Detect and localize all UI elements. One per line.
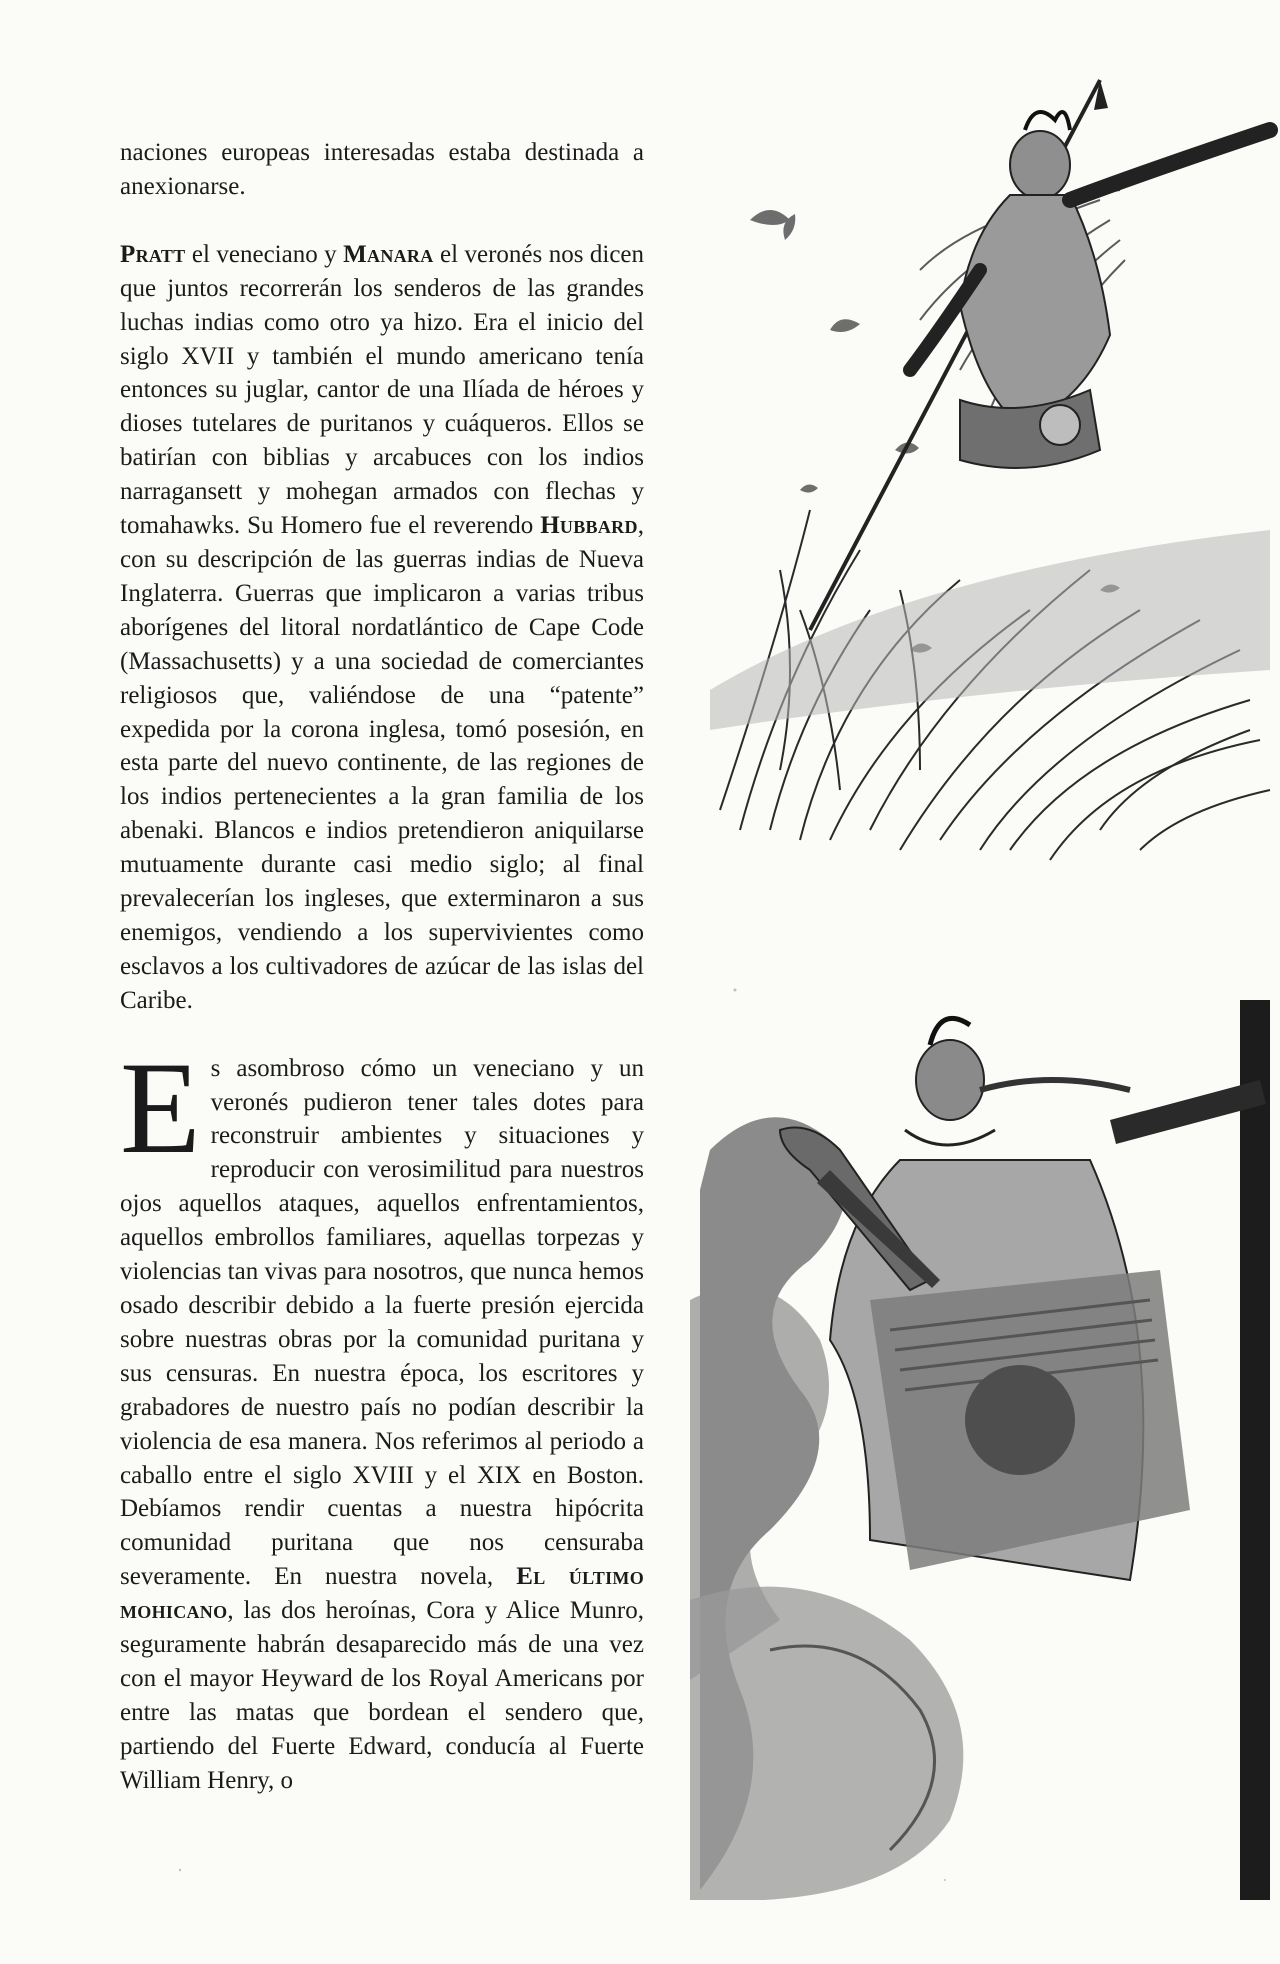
- warrior-figure-2: [780, 1018, 1190, 1580]
- drop-cap: E: [120, 1033, 201, 1181]
- blanket-sun: [965, 1365, 1075, 1475]
- text-column: [120, 136, 644, 1798]
- feathers: [980, 1080, 1130, 1090]
- wooden-pole: [1240, 1000, 1270, 1900]
- warrior-arm: [1070, 130, 1270, 200]
- warrior-head: [1010, 131, 1070, 199]
- name-manara: Manara: [343, 240, 434, 268]
- paragraph-3-seg1: s asombroso cómo un veneciano y un veronés pudieron tener tales dotes para reconstruir ambientes y situaciones y reproducir con verosimilitud para nuestros ojos aquellos ataques, aquellos enfrentamientos, aquellos embrollos familiares, aquellas torpezas y violencias tan vivas para nosotros, que nunca hemos osado describir debido a la fuerte presión ejercida sobre nuestras obras por la comunidad puritana y sus censuras. En nuestra época, los escritores y grabadores de nuestro país no podían describir la violencia de esa manera. Nos referimos al periodo a caballo entre el siglo XVIII y el XIX en Boston. Debíamos rendir cuentas a nuestra hipócrita comunidad puritana que nos censuraba severamente. En nuestra novela,: [120, 1054, 644, 1591]
- illustration-warrior-with-knife: [690, 1000, 1280, 1900]
- novel-title: El último mohicano: [120, 1563, 644, 1625]
- paragraph-3: [120, 1033, 644, 1798]
- paragraph-2-seg2: el veronés nos dicen que juntos recorrerán los senderos de las grandes luchas indias como otro ya hizo. Era el inicio del siglo XVII y también el mundo americano tenía entonces su juglar, cantor de una Ilíada de héroes y dioses tutelares de puritanos y cuáqueros. Ellos se batirían con biblias y arcabuces con los indios narragansett y mohegan armados con flechas y tomahawks. Su Homero fue el reverendo: [120, 240, 645, 540]
- belt-medallion: [1040, 405, 1080, 445]
- warrior-2-head: [916, 1040, 984, 1120]
- grass-wash: [710, 530, 1270, 730]
- necklace: [905, 1130, 995, 1145]
- name-hubbard: Hubbard: [540, 512, 638, 540]
- paragraph-gap: [120, 204, 644, 238]
- name-pratt: Pratt: [120, 240, 186, 268]
- warrior-crest: [1025, 112, 1070, 130]
- paragraph-2: [120, 238, 644, 1018]
- paragraph-2-seg1: el veneciano y: [185, 240, 344, 268]
- warrior-spear-drawing: [680, 70, 1280, 890]
- warrior-figure: [910, 112, 1270, 468]
- illustration-warrior-with-spear: [680, 70, 1280, 890]
- paragraph-3-seg2: , las dos heroínas, Cora y Alice Munro, seguramente habrán desaparecido más de una vez con el mayor Heyward de los Royal Americans por entre las matas que bordean el sendero que, partiendo del Fuerte Edward, conducía al Fuerte William Henry, o: [120, 1597, 644, 1794]
- warrior-knife-drawing: [690, 1000, 1280, 1900]
- paragraph-1-text: naciones europeas interesadas estaba destinada a anexionarse.: [120, 139, 644, 200]
- paragraph-2-seg3: , con su descripción de las guerras indias de Nueva Inglaterra. Guerras que implicaron a varias tribus aborígenes del litoral nordatlántico de Cape Code (Massachusetts) y a una sociedad de comerciantes religiosos que, valiéndose de una “patente” expedida por la corona inglesa, tomó posesión, en esta parte del nuevo continente, de las regiones de los indios pertenecientes a la gran familia de los abenaki. Blancos e indios pretendieron aniquilarse mutuamente durante casi medio siglo; al final prevalecerían los ingleses, que exterminaron a sus enemigos, vendiendo a los supervivientes como esclavos a los cultivadores de azúcar de las islas del Caribe.: [120, 512, 644, 1014]
- paragraph-1: [120, 136, 644, 204]
